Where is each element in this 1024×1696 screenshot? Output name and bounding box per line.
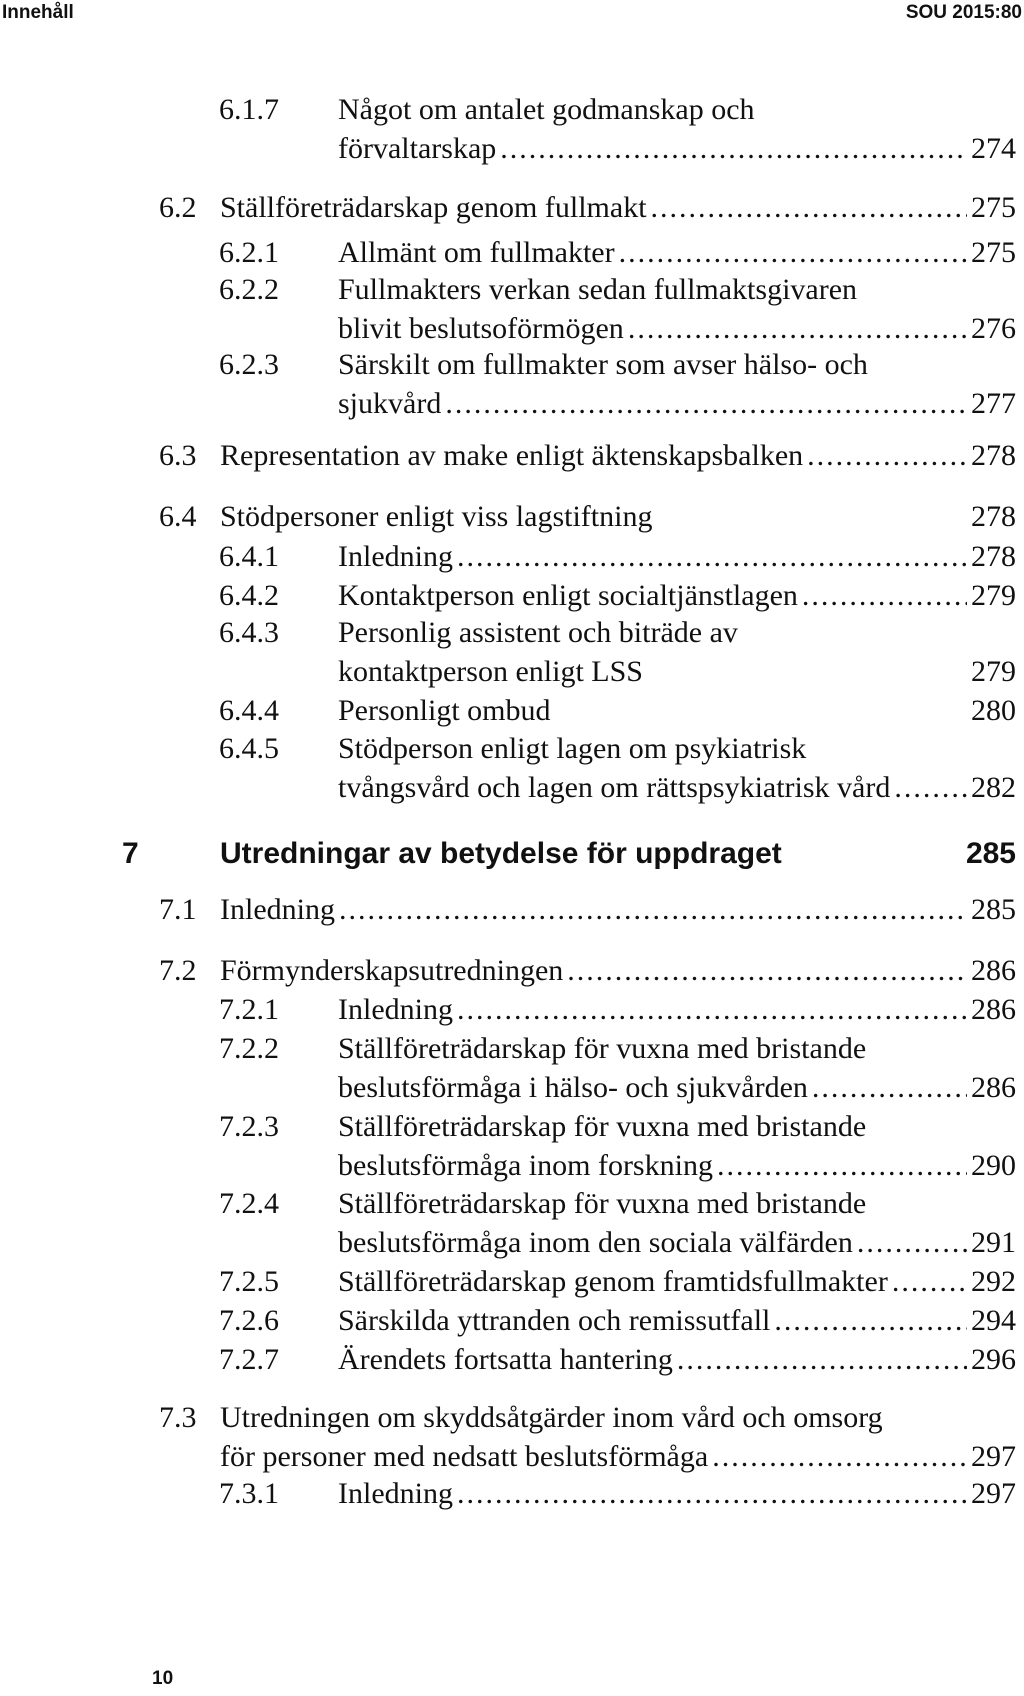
toc-entry: [0, 951, 1024, 991]
dot-leader: [812, 1068, 967, 1108]
toc-entry-title: Personligt ombud: [338, 694, 551, 727]
toc-entry-page: 279: [971, 579, 1016, 612]
toc-entry-title: Ställföreträdarskap genom framtidsfullmakter: [338, 1265, 888, 1298]
toc-entry-title: Kontaktperson enligt socialtjänstlagen: [338, 579, 798, 612]
toc-entry-number: 6.4.4: [219, 694, 279, 727]
toc-entry: [0, 1262, 1024, 1302]
toc-entry-page: 296: [971, 1343, 1016, 1376]
toc-entry-number: 6.4.2: [219, 579, 279, 612]
dot-leader: [894, 768, 967, 808]
toc-entry-title: Utredningar av betydelse för uppdraget: [220, 837, 782, 870]
toc-entry-title: Inledning: [338, 993, 453, 1026]
toc-entry: [0, 345, 1024, 385]
toc-entry-number: 7.2.6: [219, 1304, 279, 1337]
toc-entry-title: Representation av make enligt äktenskapsbalken: [220, 439, 804, 472]
toc-entry: [0, 613, 1024, 653]
dot-leader: [445, 384, 967, 424]
dot-leader: [807, 436, 967, 476]
toc-entry-page: 275: [971, 191, 1016, 224]
toc-entry-number: 7.3: [159, 1401, 197, 1434]
toc-entry: [0, 497, 1024, 537]
dot-leader: [457, 537, 967, 577]
toc-entry-number: 7.2.5: [219, 1265, 279, 1298]
toc-entry-number: 7.2.7: [219, 1343, 279, 1376]
toc-entry-page: 285: [965, 837, 1016, 870]
toc-entry-page: 277: [971, 387, 1016, 420]
toc-chapter-entry: [0, 834, 1024, 874]
toc-entry-page: 292: [971, 1265, 1016, 1298]
toc-entry-page: 282: [971, 771, 1016, 804]
toc-entry-title: Särskilda yttranden och remissutfall: [338, 1304, 771, 1337]
dot-leader: [567, 951, 967, 991]
toc-entry-number: 7.2.3: [219, 1110, 279, 1143]
toc-entry-continuation: [0, 1146, 1024, 1186]
toc-entry-page: 278: [971, 439, 1016, 472]
dot-leader: [677, 1340, 967, 1380]
toc-entry: [0, 1301, 1024, 1341]
toc-entry-number: 6.4.1: [219, 540, 279, 573]
toc-entry: [0, 1474, 1024, 1514]
dot-leader: [892, 1262, 967, 1302]
toc-entry-title: Ställföreträdarskap genom fullmakt: [220, 191, 647, 224]
toc-entry-title-continued: beslutsförmåga inom forskning: [338, 1149, 713, 1182]
toc-entry-number: 7.1: [159, 893, 197, 926]
toc-entry: [0, 436, 1024, 476]
toc-entry-continuation: [0, 1068, 1024, 1108]
toc-entry-page: 297: [971, 1477, 1016, 1510]
toc-entry: [0, 990, 1024, 1030]
toc-entry-title: Ställföreträdarskap för vuxna med bristande: [338, 1187, 867, 1220]
toc-entry-number: 6.2: [159, 191, 197, 224]
toc-entry-page: 290: [971, 1149, 1016, 1182]
toc-entry-title-continued: förvaltarskap: [338, 132, 497, 165]
toc-entry-title: Personlig assistent och biträde av: [338, 616, 738, 649]
toc-entry-number: 6.2.3: [219, 348, 279, 381]
running-header-report-id: SOU 2015:80: [905, 2, 1022, 23]
toc-entry-number: 7.2.4: [219, 1187, 279, 1220]
dot-leader: [857, 1223, 967, 1263]
toc-entry-title-continued: beslutsförmåga i hälso- och sjukvården: [338, 1071, 808, 1104]
toc-entry-number: 7.3.1: [219, 1477, 279, 1510]
dot-leader: [619, 233, 967, 273]
toc-entry-number: 7: [122, 837, 139, 870]
toc-entry-title: Inledning: [338, 1477, 453, 1510]
toc-entry-title: Stödpersoner enligt viss lagstiftning: [220, 500, 653, 533]
dot-leader: [457, 990, 967, 1030]
toc-entry: [0, 270, 1024, 310]
toc-entry: [0, 90, 1024, 130]
toc-entry-title: Utredningen om skyddsåtgärder inom vård och omsorg: [220, 1401, 883, 1434]
toc-entry-continuation: [0, 652, 1024, 692]
toc-entry-number: 7.2.2: [219, 1032, 279, 1065]
toc-entry-page: 275: [971, 236, 1016, 269]
toc-entry-page: 286: [971, 993, 1016, 1026]
toc-entry: [0, 729, 1024, 769]
toc-entry: [0, 1340, 1024, 1380]
toc-entry-page: 286: [971, 954, 1016, 987]
toc-entry: [0, 537, 1024, 577]
toc-entry-number: 6.3: [159, 439, 197, 472]
toc-entry-title: Särskilt om fullmakter som avser hälso- och: [338, 348, 868, 381]
toc-entry-page: 286: [971, 1071, 1016, 1104]
toc-entry-page: 279: [971, 655, 1016, 688]
toc-entry-page: 274: [971, 132, 1016, 165]
toc-entry-title: Inledning: [220, 893, 335, 926]
toc-entry: [0, 1029, 1024, 1069]
dot-leader: [802, 576, 967, 616]
dot-leader: [717, 1146, 967, 1186]
toc-entry-title: Fullmakters verkan sedan fullmaktsgivaren: [338, 273, 858, 306]
toc-entry-page: 291: [971, 1226, 1016, 1259]
toc-entry-continuation: [0, 1437, 1024, 1477]
toc-entry-title-continued: för personer med nedsatt beslutsförmåga: [220, 1440, 709, 1473]
toc-entry-continuation: [0, 309, 1024, 349]
toc-entry-number: 6.4: [159, 500, 197, 533]
running-header-section: Innehåll: [2, 2, 74, 23]
toc-entry-title-continued: blivit beslutsoförmögen: [338, 312, 624, 345]
toc-entry-title: Stödperson enligt lagen om psykiatrisk: [338, 732, 807, 765]
dot-leader: [457, 1474, 967, 1514]
toc-entry-title: Ställföreträdarskap för vuxna med bristande: [338, 1110, 867, 1143]
toc-entry-title: Allmänt om fullmakter: [338, 236, 615, 269]
toc-entry-number: 7.2.1: [219, 993, 279, 1026]
toc-entry: [0, 1184, 1024, 1224]
toc-entry-continuation: [0, 129, 1024, 169]
toc-entry-page: 278: [971, 500, 1016, 533]
dot-leader: [339, 890, 967, 930]
dot-leader: [628, 309, 967, 349]
toc-entry-title: Ärendets fortsatta hantering: [338, 1343, 673, 1376]
toc-entry-page: 276: [971, 312, 1016, 345]
toc-entry-title: Förmynderskapsutredningen: [220, 954, 564, 987]
toc-entry: [0, 691, 1024, 731]
toc-entry: [0, 890, 1024, 930]
toc-entry-title-continued: beslutsförmåga inom den sociala välfärden: [338, 1226, 853, 1259]
toc-entry-number: 6.2.2: [219, 273, 279, 306]
dot-leader: [500, 129, 967, 169]
toc-entry-number: 6.4.3: [219, 616, 279, 649]
toc-entry-continuation: [0, 384, 1024, 424]
toc-entry: [0, 188, 1024, 228]
dot-leader: [774, 1301, 967, 1341]
toc-entry-page: 280: [971, 694, 1016, 727]
toc-entry-title: Inledning: [338, 540, 453, 573]
toc-entry-page: 297: [971, 1440, 1016, 1473]
toc-entry-page: 285: [971, 893, 1016, 926]
toc-entry-number: 6.1.7: [219, 93, 279, 126]
toc-entry-title: Ställföreträdarskap för vuxna med bristande: [338, 1032, 867, 1065]
toc-entry: [0, 1398, 1024, 1438]
toc-entry-number: 6.4.5: [219, 732, 279, 765]
toc-entry: [0, 233, 1024, 273]
toc-entry-title: Något om antalet godmanskap och: [338, 93, 755, 126]
toc-entry-page: 278: [971, 540, 1016, 573]
toc-entry-title-continued: tvångsvård och lagen om rättspsykiatrisk vård: [338, 771, 891, 804]
toc-entry: [0, 576, 1024, 616]
toc-entry-number: 6.2.1: [219, 236, 279, 269]
toc-entry-page: 294: [971, 1304, 1016, 1337]
toc-entry-title-continued: sjukvård: [338, 387, 442, 420]
dot-leader: [712, 1437, 967, 1477]
dot-leader: [651, 188, 967, 228]
footer-page-number: 10: [152, 1668, 174, 1689]
toc-entry: [0, 1107, 1024, 1147]
toc-entry-continuation: [0, 1223, 1024, 1263]
toc-entry-continuation: [0, 768, 1024, 808]
toc-entry-title-continued: kontaktperson enligt LSS: [338, 655, 643, 688]
toc-entry-number: 7.2: [159, 954, 197, 987]
